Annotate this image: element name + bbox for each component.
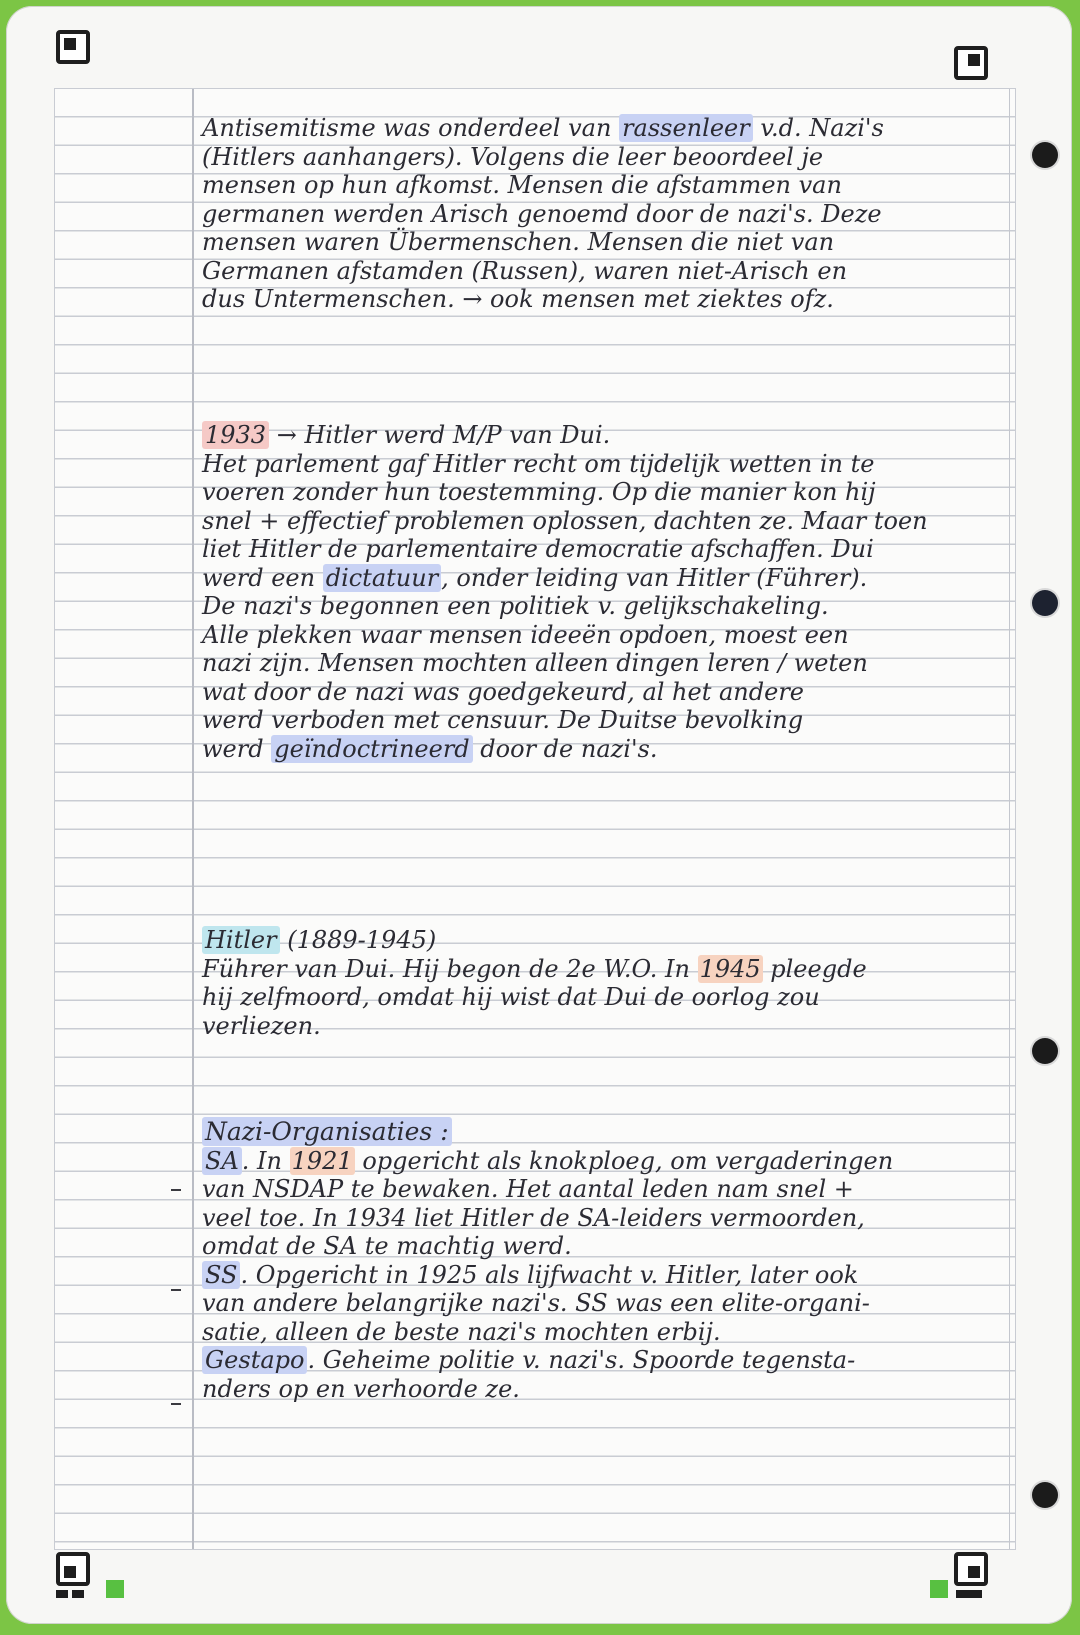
section-rassenleer bbox=[202, 114, 1002, 314]
green-square-icon bbox=[106, 1580, 124, 1598]
text-fragment: Führer van Dui. Hij begon de 2e W.O. In bbox=[202, 954, 698, 983]
text-fragment: werd bbox=[202, 734, 272, 763]
text-line bbox=[202, 1346, 1002, 1375]
highlighted-year: 1933 bbox=[202, 421, 269, 449]
notebook-page bbox=[6, 6, 1072, 1624]
text-line: werd verboden met censuur. De Duitse bevolking bbox=[202, 706, 804, 734]
corner-marker-icon bbox=[56, 30, 90, 64]
binder-hole-icon bbox=[1032, 590, 1058, 616]
green-square-icon bbox=[930, 1580, 948, 1598]
dash-mark-icon bbox=[956, 1590, 982, 1598]
highlighted-term: Gestapo bbox=[202, 1346, 307, 1374]
highlighted-term: rassenleer bbox=[619, 114, 753, 142]
bullet-dash-icon bbox=[171, 1403, 181, 1405]
text-line: van NSDAP te bewaken. Het aantal leden nam snel + bbox=[202, 1175, 854, 1203]
text-line: nders op en verhoorde ze. bbox=[202, 1374, 520, 1403]
text-line: Het parlement gaf Hitler recht om tijdelijk wetten in te bbox=[202, 449, 875, 478]
bullet-dash-icon bbox=[171, 1189, 181, 1191]
text-fragment: pleegde bbox=[762, 954, 867, 983]
text-line bbox=[202, 1147, 1002, 1176]
section-1933 bbox=[202, 421, 1002, 763]
text-line bbox=[202, 926, 1002, 955]
text-line: germanen werden Arisch genoemd door de nazi's. Deze bbox=[202, 199, 882, 228]
dash-mark-icon bbox=[72, 1590, 84, 1598]
text-fragment: . Opgericht in 1925 als lijfwacht v. Hitler, later ook bbox=[240, 1260, 859, 1289]
text-fragment: opgericht als knokploeg, om vergaderingen bbox=[354, 1146, 894, 1175]
text-line: wat door de nazi was goedgekeurd, al het andere bbox=[202, 677, 804, 706]
text-fragment: Antisemitisme was onderdeel van bbox=[202, 114, 620, 142]
text-line: Alle plekken waar mensen ideeën opdoen, moest een bbox=[202, 620, 849, 649]
text-line: liet Hitler de parlementaire democratie afschaffen. Dui bbox=[202, 535, 874, 563]
corner-marker-icon bbox=[56, 1552, 90, 1586]
text-line: satie, alleen de beste nazi's mochten erbij. bbox=[202, 1317, 721, 1346]
binder-hole-icon bbox=[1032, 1482, 1058, 1508]
section-hitler bbox=[202, 926, 1002, 1040]
text-line bbox=[202, 1118, 1002, 1147]
text-line: De nazi's begonnen een politiek v. gelijkschakeling. bbox=[202, 592, 829, 620]
section-organisaties bbox=[202, 1118, 1002, 1403]
text-fragment: . Geheime politie v. nazi's. Spoorde tegensta- bbox=[307, 1346, 856, 1374]
corner-marker-icon bbox=[954, 46, 988, 80]
text-line bbox=[202, 564, 1002, 593]
dash-mark-icon bbox=[56, 1590, 68, 1598]
text-line bbox=[202, 421, 1002, 450]
text-fragment: werd een bbox=[202, 563, 323, 592]
highlighted-term: SS bbox=[202, 1261, 240, 1289]
text-line bbox=[202, 955, 1002, 984]
text-line: hij zelfmoord, omdat hij wist dat Dui de oorlog zou bbox=[202, 983, 820, 1011]
text-line: (Hitlers aanhangers). Volgens die leer beoordeel je bbox=[202, 142, 824, 171]
text-fragment: , onder leiding van Hitler (Führer). bbox=[441, 563, 868, 592]
text-line: van andere belangrijke nazi's. SS was een elite-organi- bbox=[202, 1289, 870, 1317]
text-line: voeren zonder hun toestemming. Op die manier kon hij bbox=[202, 478, 876, 506]
margin-line bbox=[192, 89, 194, 1549]
text-line: mensen op hun afkomst. Mensen die afstammen van bbox=[202, 171, 842, 199]
highlighted-term: geïndoctrineerd bbox=[271, 735, 472, 763]
text-fragment: door de nazi's. bbox=[472, 734, 658, 763]
highlighted-term: SA bbox=[202, 1147, 242, 1175]
text-line: verliezen. bbox=[202, 1011, 321, 1040]
text-line bbox=[202, 1261, 1002, 1290]
bullet-dash-icon bbox=[171, 1289, 181, 1291]
text-line: dus Untermenschen. → ook mensen met ziektes ofz. bbox=[202, 285, 834, 313]
highlighted-term: dictatuur bbox=[323, 564, 441, 592]
text-line: mensen waren Übermenschen. Mensen die niet van bbox=[202, 228, 835, 256]
section-heading: Nazi-Organisaties : bbox=[202, 1117, 452, 1146]
text-line: Germanen afstamden (Russen), waren niet-Arisch en bbox=[202, 256, 848, 285]
text-fragment: (1889-1945) bbox=[279, 926, 437, 954]
right-margin-line bbox=[1009, 89, 1010, 1549]
text-line: snel + effectief problemen oplossen, dachten ze. Maar toen bbox=[202, 506, 928, 535]
text-line bbox=[202, 735, 1002, 764]
corner-marker-icon bbox=[954, 1552, 988, 1586]
text-line: nazi zijn. Mensen mochten alleen dingen leren / weten bbox=[202, 649, 868, 677]
highlighted-term: Hitler bbox=[202, 926, 280, 954]
text-line bbox=[202, 114, 1002, 143]
binder-hole-icon bbox=[1032, 142, 1058, 168]
text-line: veel toe. In 1934 liet Hitler de SA-leiders vermoorden, bbox=[202, 1203, 865, 1232]
text-fragment: → Hitler werd M/P van Dui. bbox=[269, 421, 611, 449]
highlighted-year: 1945 bbox=[699, 954, 761, 983]
text-line: omdat de SA te machtig werd. bbox=[202, 1232, 572, 1260]
binder-hole-icon bbox=[1032, 1038, 1058, 1064]
text-fragment: . In bbox=[241, 1146, 290, 1175]
highlighted-year: 1921 bbox=[291, 1146, 353, 1175]
text-fragment: v.d. Nazi's bbox=[752, 114, 884, 142]
